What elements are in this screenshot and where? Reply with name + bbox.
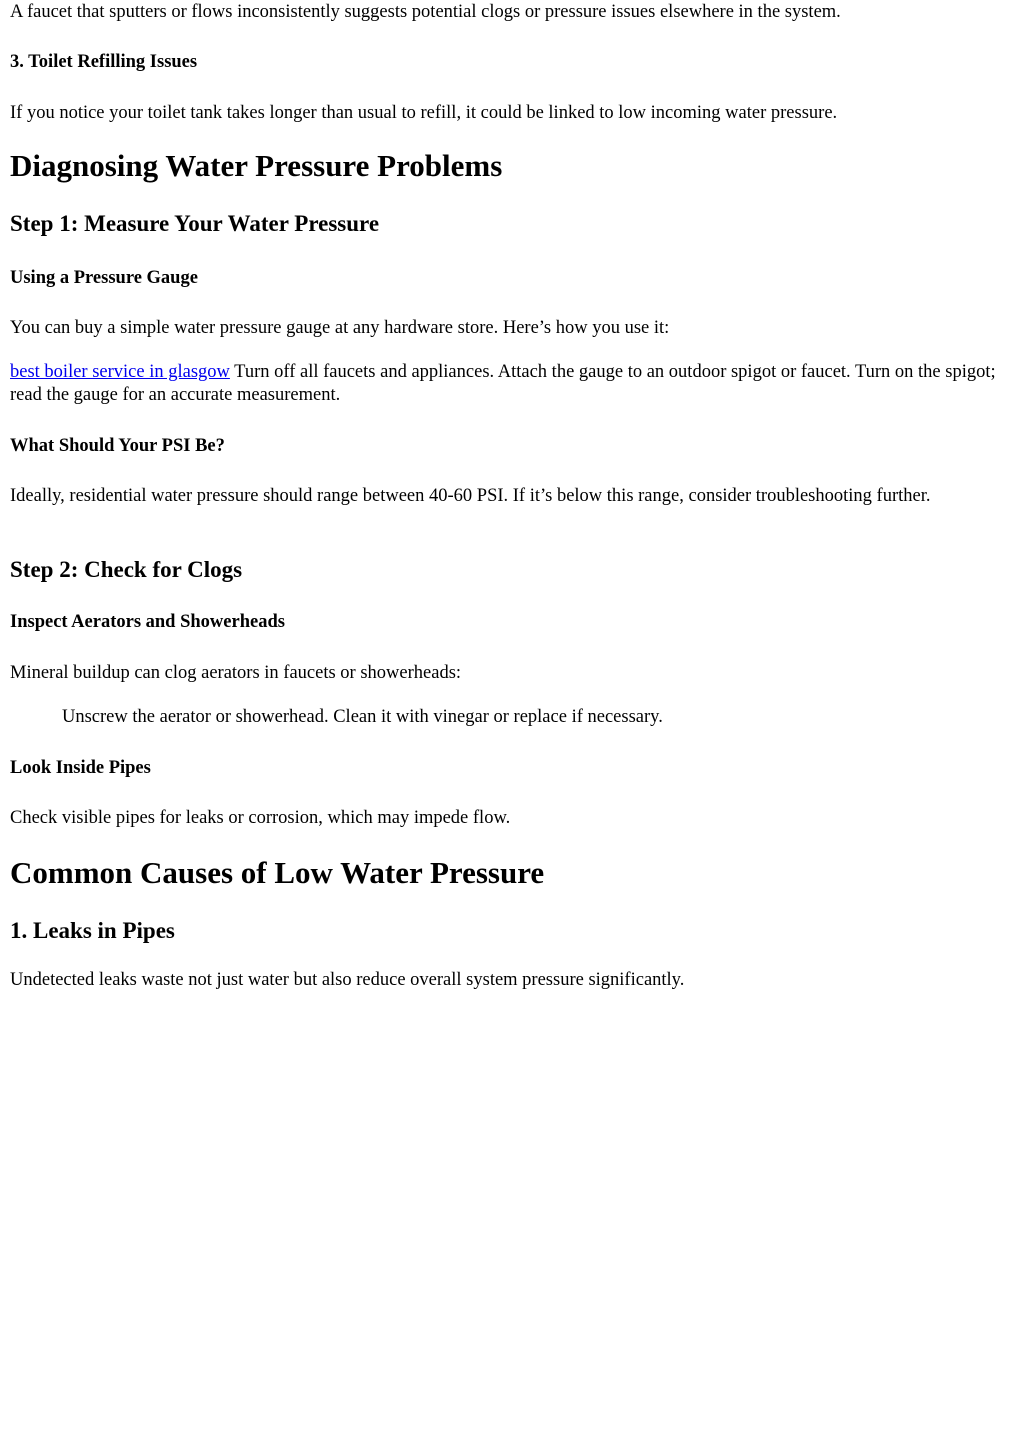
heading-pressure-gauge: Using a Pressure Gauge <box>10 268 198 288</box>
paragraph-gauge-intro: You can buy a simple water pressure gauge at any hardware store. Here’s how you use it: <box>10 318 670 338</box>
gauge-steps-text: Turn off all faucets and appliances. Attach the gauge to an outdoor spigot or faucet. Turn on the spigot; read the gauge for an accurate measurement. <box>10 362 996 405</box>
heading-toilet-refilling: 3. Toilet Refilling Issues <box>10 52 198 72</box>
heading-diagnosing: Diagnosing Water Pressure Problems <box>10 148 503 183</box>
heading-step-1: Step 1: Measure Your Water Pressure <box>10 211 380 236</box>
heading-psi: What Should Your PSI Be? <box>10 436 225 456</box>
heading-leaks: 1. Leaks in Pipes <box>10 918 175 943</box>
list-item-unscrew: Unscrew the aerator or showerhead. Clean it with vinegar or replace if necessary. <box>62 707 663 727</box>
paragraph-leaks: Undetected leaks waste not just water but also reduce overall system pressure significantly. <box>10 970 685 990</box>
paragraph-mineral: Mineral buildup can clog aerators in faucets or showerheads: <box>10 663 462 683</box>
heading-common-causes: Common Causes of Low Water Pressure <box>10 855 545 890</box>
boiler-service-link[interactable]: best boiler service in glasgow <box>10 362 230 382</box>
paragraph-toilet: If you notice your toilet tank takes longer than usual to refill, it could be linked to low incoming water pressure. <box>10 103 838 123</box>
paragraph-pipes: Check visible pipes for leaks or corrosion, which may impede flow. <box>10 808 511 828</box>
paragraph-gauge-steps <box>10 361 1004 407</box>
paragraph-psi: Ideally, residential water pressure should range between 40-60 PSI. If it’s below this range, consider troubleshooting further. <box>10 486 931 506</box>
paragraph-faucet: A faucet that sputters or flows inconsistently suggests potential clogs or pressure issues elsewhere in the system. <box>10 2 841 22</box>
heading-step-2: Step 2: Check for Clogs <box>10 557 243 582</box>
heading-inside-pipes: Look Inside Pipes <box>10 758 151 778</box>
heading-aerators: Inspect Aerators and Showerheads <box>10 612 285 632</box>
